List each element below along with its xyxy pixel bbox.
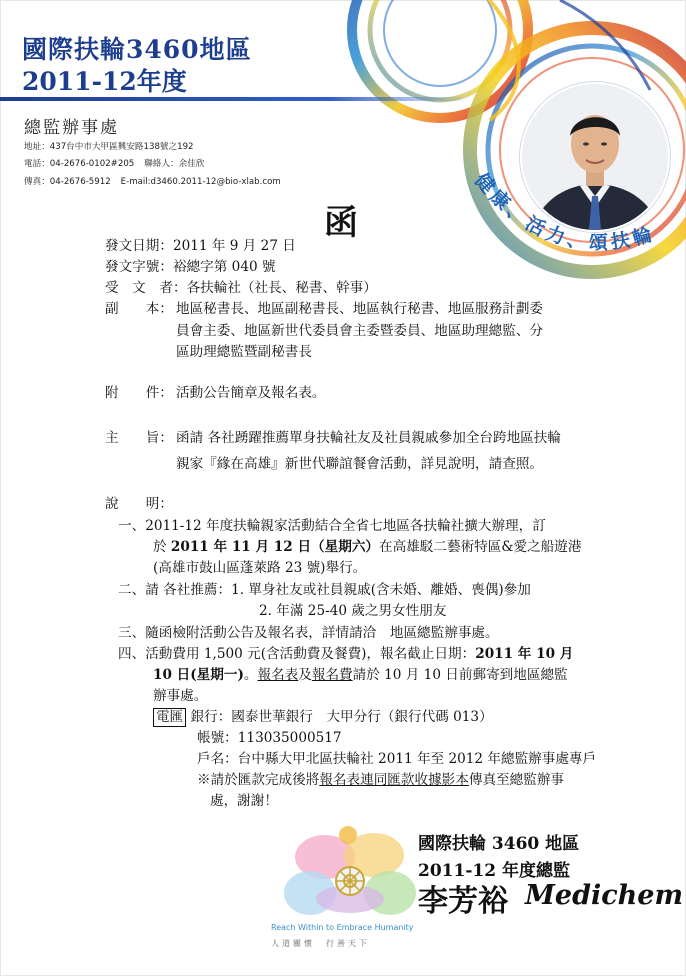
fax-text: 傳真：04-2676-5912 — [24, 177, 111, 187]
remit-note-prefix: ※請於匯款完成後將 — [197, 772, 320, 788]
item-1-text: 2011-12 年度扶輪親家活動結合全省七地區各扶輪社擴大辦理，訂 — [145, 518, 546, 534]
subject-line: 函請 各社踴躍推薦單身扶輪社友及社員親戚參加全台跨地區扶輪 — [176, 430, 561, 446]
remit-box: 電匯 — [153, 708, 186, 727]
contact-person: 聯絡人：余佳欣 — [144, 159, 205, 169]
email-text: E-mail:d3460.2011-12@bio-xlab.com — [120, 177, 281, 187]
slogan-arc — [462, 160, 686, 290]
subject-label: 主 旨： — [105, 430, 173, 446]
deadline-day: 10 日(星期一) — [153, 667, 244, 683]
mail-instruction: 請於 10 月 10 日前郵寄到地區總監 — [352, 667, 568, 683]
remit-bank: 銀行：國泰世華銀行 大甲分行（銀行代碼 013） — [190, 709, 493, 725]
remit-note-line2: 處，謝謝！ — [210, 793, 278, 809]
explanation-label: 說 明： — [105, 496, 173, 512]
item-3-row — [118, 623, 499, 643]
org-year: 2011-12年度 — [22, 67, 187, 96]
issue-date-row — [105, 236, 296, 256]
cc-label: 副 本： — [105, 301, 173, 317]
item-1-line2 — [153, 537, 581, 557]
attachment: 活動公告簡章及報名表。 — [176, 385, 326, 401]
item-number: 一、 — [118, 518, 146, 534]
reference-number: 裕總字第 040 號 — [172, 259, 276, 275]
item-4-line2 — [153, 665, 568, 685]
signature-title: 2011-12 年度總監 — [418, 861, 570, 881]
cc-line: 地區秘書長、地區副秘書長、地區執行秘書、地區服務計劃委 — [176, 301, 544, 317]
logo-caption: Reach Within to Embrace Humanity — [271, 923, 414, 932]
logo-caption-zh: 人道關懷 行善天下 — [271, 939, 370, 948]
reference-row — [105, 257, 276, 277]
fee-underlined: 報名費 — [311, 667, 353, 683]
cc-row — [105, 299, 543, 319]
remit-note — [197, 770, 564, 790]
cc-line: 區助理總監暨副秘書長 — [176, 344, 312, 360]
subject-row — [105, 428, 561, 448]
event-venue: 在高雄駁二藝術特區&愛之船遊港 — [379, 539, 582, 555]
deadline-date: 2011 年 10 月 — [475, 646, 574, 662]
item-1-prefix: 於 — [153, 539, 171, 555]
item-4-row — [118, 644, 573, 664]
address-line — [24, 140, 194, 152]
subject-line: 親家『緣在高雄』新世代聯誼餐會活動，詳見說明，請查照。 — [176, 456, 544, 472]
svg-text:健康、活力、頌扶輪 — [469, 168, 658, 254]
phone-line — [24, 157, 204, 169]
slogan-text: 健康、活力、頌扶輪 — [470, 169, 659, 255]
phone-text: 電話：04-2676-0102#205 — [24, 159, 135, 169]
item-3-text: 隨函檢附活動公告及報名表，詳情請洽 地區總監辦事處。 — [145, 625, 499, 641]
rotary-theme-logo — [270, 805, 430, 960]
remit-note-underlined: 報名表連同匯款收據影本 — [319, 772, 469, 788]
address-text: 地址：437台中市大甲區興安路138號之192 — [24, 142, 194, 152]
item-2-text: 請 各社推薦：1. 單身社友或社員親戚(含未婚、離婚、喪偶)參加 — [145, 582, 531, 598]
conjunction: 及 — [298, 667, 312, 683]
remit-account: 帳號：113035000517 — [197, 730, 342, 746]
attachment-label: 附 件： — [105, 385, 173, 401]
item-4-line3: 辦事處。 — [153, 688, 208, 704]
header-divider — [0, 97, 470, 101]
item-number: 三、 — [118, 625, 146, 641]
item-2-row — [118, 580, 531, 600]
item-1-row — [118, 516, 546, 536]
remit-note-suffix: 傳真至總監辦事 — [468, 772, 565, 788]
signature-name: 李芳裕 — [418, 884, 508, 919]
issue-date: 2011 年 9 月 27 日 — [172, 238, 296, 254]
document-title: 函 — [324, 203, 358, 243]
item-1-line3: (高雄市鼓山區蓬萊路 23 號)舉行。 — [153, 560, 367, 576]
recipient-label: 受 文 者： — [105, 280, 187, 296]
reference-label: 發文字號： — [105, 259, 173, 275]
fee-text: 活動費用 1,500 元(含活動費及餐費)，報名截止日期： — [145, 646, 476, 662]
fax-line — [24, 175, 281, 187]
form-underlined: 報名表 — [257, 667, 299, 683]
punct: 。 — [243, 667, 258, 683]
cc-line: 員會主委、地區新世代委員會主委暨委員、地區助理總監、分 — [176, 323, 544, 339]
office-name: 總監辦事處 — [24, 118, 119, 138]
signature-english: Medichem — [525, 880, 684, 911]
item-number: 四、 — [118, 646, 146, 662]
issue-date-label: 發文日期： — [105, 238, 173, 254]
item-number: 二、 — [118, 582, 146, 598]
remit-holder: 戶名：台中縣大甲北區扶輪社 2011 年至 2012 年總監辦事處專戶 — [197, 751, 597, 767]
recipient-row — [105, 278, 377, 298]
org-title: 國際扶輪3460地區 — [22, 35, 252, 64]
item-2-line2: 2. 年滿 25-40 歲之男女性朋友 — [259, 603, 447, 619]
signature-org: 國際扶輪 3460 地區 — [418, 834, 580, 854]
attachment-row — [105, 383, 326, 403]
event-date: 2011 年 11 月 12 日（星期六） — [170, 539, 380, 555]
recipient: 各扶輪社（社長、秘書、幹事） — [186, 280, 377, 296]
remit-bank-row — [153, 707, 493, 727]
